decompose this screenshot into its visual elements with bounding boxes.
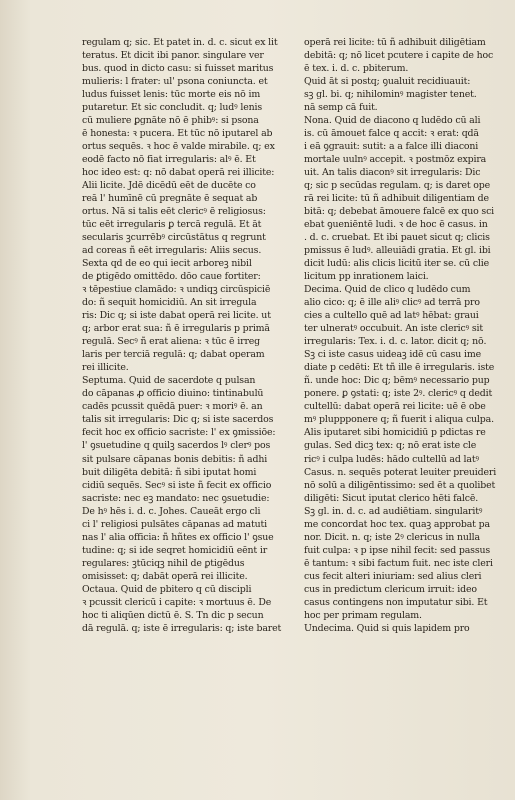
text-line: sacriste: nec eꝫ mandato: nec ꝯsuetudie: (82, 492, 270, 504)
text-line: ortus sequēs. ꝛ hoc ē valde mirabile. q; ex (82, 141, 275, 153)
text-line: Quid āt si postq; ꝯualuit recidiuauit: (304, 76, 471, 88)
text-line: diate p cedēti: Et tñ ille ē irregularis. iste (304, 362, 495, 374)
text-line: eodē facto nō fiat irregularis: alꝰ ē. Et (82, 154, 256, 166)
text-line: Undecima. Quid si quis lapidem pro (304, 622, 470, 634)
text-line: teratus. Et dicit ibi panor. singulare ver (82, 50, 264, 62)
text-line: tūc eēt irregularis ꝑ tercā regulā. Et āt (82, 219, 262, 231)
text-line: cadēs pcussit quēdā puer: ꝛ moriꝰ ē. an (82, 401, 263, 413)
text-line: alio cico: q; ē ille aliꝰ clicꝰ ad terrā pro (304, 297, 480, 309)
text-line: . d. c. cruebat. Et ibi pauet sicut q; clicis (304, 232, 490, 244)
text-line: ē tantum: ꝛ sibi factum fuit. nec iste cleri (304, 557, 493, 569)
text-line: ricꝰ i culpa ludēs: hādo cultellū ad latꝰ (304, 453, 479, 465)
text-line: cies a cultello quē ad latꝰ hēbat: graui (304, 310, 479, 322)
text-line: ortus. Nā si talis eēt clericꝰ ē religiosus: (82, 206, 266, 218)
text-line: ꝛ pcussit clericū i capite: ꝛ mortuus ē. De (82, 596, 272, 608)
text-line: Alis iputaret sibi homicidiū p pdictas re (304, 427, 486, 439)
text-line: tudine: q; si ide seqret homicidiū eēnt ir (82, 544, 268, 556)
text-line: uit. An talis diaconꝰ sit irregularis: Dic (304, 167, 481, 179)
text-line: de ꝑtigēdo omittēdo. dōo caue fortiter: (82, 271, 261, 283)
text-line: nas l' alia officia: ñ hñtes ex officio l' ꝯsue (82, 531, 274, 543)
text-line: ris: Dic q; si iste dabat operā rei licite. ut (82, 310, 271, 322)
text-line: Decima. Quid de clico q ludēdo cum (304, 284, 471, 296)
text-line: Sꝫ ci iste casus uideaꝫ idē cū casu ime (304, 349, 482, 361)
text-line: putaretur. Et sic concludit. q; ludꝰ lenis (82, 102, 263, 114)
text-line: diligēti: Sicut iputat clerico hēti falcē. (304, 492, 479, 504)
text-line: cus fecit alteri iniuriam: sed alius cleri (304, 570, 482, 582)
text-line: irregularis: Tex. i. d. c. lator. dicit q; nō. (304, 336, 487, 348)
text-line: rei illicite. (82, 362, 129, 374)
text-line: ci l' religiosi pulsātes cāpanas ad matuti (82, 518, 267, 530)
text-line: bitā: q; debebat āmouere falcē ex quo sci (304, 206, 495, 218)
text-line: operā rei licite: tū ñ adhibuit diligētiam (304, 37, 486, 48)
text-line: licitum pp inrationem laici. (304, 271, 429, 283)
text-line: regulā. Secꝰ ñ erat aliena: ꝛ tūc ē irreg (82, 336, 261, 348)
text-line: cultellū: dabat operā rei licite: uē ē obe (304, 401, 486, 413)
text-line: nor. Dicit. n. q; iste 2ꝰ clericus in nulla (304, 531, 480, 543)
text-line: ē tex. i. d. c. pbiterum. (304, 63, 409, 75)
text-line: ad coreas ñ eēt irregularis: Aliis secus. (82, 245, 262, 257)
text-line: Septuma. Quid de sacerdote q pulsan (82, 375, 256, 387)
text-line: do cāpanas ꝓ officio diuino: tintinabulū (82, 388, 264, 400)
text-line: hoc ideo est: q: nō dabat operā rei illicite: (82, 167, 275, 179)
text-line: mortale uulnꝰ accepit. ꝛ postmōz expira (304, 154, 487, 166)
text-line: regulam q; sic. Et patet in. d. c. sicut ex lit (82, 37, 278, 48)
text-line: mulieris: l frater: ul' psona coniuncta. et (82, 76, 268, 88)
text-line: sit pulsare cāpanas bonis debitis: ñ adhi (82, 453, 268, 465)
text-line: reā l' humīnē cū pregnāte ē sequat ab (82, 193, 258, 205)
text-line: do: ñ sequit homicidiū. An sit irregula (82, 297, 257, 309)
text-line: me concordat hoc tex. quaꝫ approbat pa (304, 518, 490, 530)
text-line: Casus. n. sequēs poterat leuiter preuideri (304, 466, 497, 478)
text-line: regulares: ꝫtūciqꝫ nihil de ꝑtigēdus (82, 557, 245, 569)
text-line: ludus fuisset lenis: tūc morte eis nō im (82, 89, 261, 101)
text-line: nō solū a diligēntissimo: sed ēt a quolibet (304, 479, 496, 491)
text-line: cū muliere ꝑgnāte nō ē phibꝰ: si psona (82, 115, 259, 127)
text-line: debitā: q; nō licet pcutere i capite de hoc (304, 50, 494, 62)
text-line: buit diligēta debitā: ñ sibi iputat homi (82, 466, 257, 478)
text-line: bus. quod in dicto casu: si fuisset maritus (82, 63, 274, 75)
text-line: hoc per primam regulam. (304, 609, 422, 621)
text-line: pmissus ē ludꝰ. alleuiādi gratia. Et gl. ibi (304, 245, 491, 257)
text-line: ter ulneratꝰ occubuit. An iste clericꝰ sit (304, 323, 484, 335)
text-line: ē honesta: ꝛ pucera. Et tūc nō iputarel ab (82, 128, 273, 140)
text-line: ñ. unde hoc: Dic q; bēmꝰ necessario pup (304, 375, 490, 387)
text-line: Alii licite. Jdē dicēdū eēt de ducēte co (82, 180, 256, 192)
right-text-column (304, 36, 508, 635)
text-line: is. cū āmouet falce q accit: ꝛ erat: qdā (304, 128, 479, 140)
left-text-column (82, 36, 294, 635)
text-line: ꝛ tēpestiue clamādo: ꝛ undiqꝫ circūspiciē (82, 284, 271, 296)
text-line: mꝰ pluppponere q; ñ fuerit i aliqua culpa. (304, 414, 494, 426)
text-line: dicit ludū: alis clicis licitū iter se. cū clie (304, 258, 490, 270)
text-line: ebat ꝯueniēntē ludi. ꝛ de hoc ē casus. in (304, 219, 488, 231)
text-line: rā rei licite: tū ñ adhibuit diligentiam de (304, 193, 489, 205)
text-line: dā regulā. q; iste ē irregularis: q; iste baret (82, 622, 282, 634)
text-line: q; sic p secūdas regulam. q; is daret ope (304, 180, 491, 192)
text-line: nā semp cā fuit. (304, 102, 378, 114)
text-line: talis sit irregularis: Dic q; si iste sacerdos (82, 414, 274, 426)
text-line: Nona. Quid de diacono q ludēdo cū ali (304, 115, 481, 127)
text-line: fuit culpa: ꝛ p ipse nihil fecit: sed passus (304, 544, 491, 556)
text-line: cus in predictum clericum irruit: ideo (304, 583, 477, 595)
text-line: laris per terciā regulā: q; dabat operam (82, 349, 265, 361)
text-line: Octaua. Quid de pbitero q cū discipli (82, 583, 252, 595)
text-line: i eā ꝯgrauit: sutit: a a falce illi diaconi (304, 141, 479, 153)
text-line: q; arbor erat sua: ñ ē irregularis p primā (82, 323, 270, 335)
text-line: omisisset: q; dabāt operā rei illicite. (82, 570, 248, 582)
text-line: casus contingens non imputatur sibi. Et (304, 596, 488, 608)
text-line: cidiū sequēs. Secꝰ si iste ñ fecit ex officio (82, 479, 272, 491)
text-line: gulas. Sed dicꝫ tex: q; nō erat iste cle (304, 440, 477, 452)
text-line: sꝫ gl. bi. q; nihilominꝰ magister tenet. (304, 89, 477, 101)
text-line: secularis ꝫcurrēbꝰ circūstātus q regrunt (82, 232, 266, 244)
text-line: Sexta qd de eo qui iecit arboreꝫ nibil (82, 258, 252, 270)
text-line: hoc ti aliqūen dictū ē. S. Tn dic p secun (82, 609, 264, 621)
text-line: Sꝫ gl. in. d. c. ad audiētiam. singularitꝰ (304, 505, 483, 517)
text-line: De hꝰ hēs i. d. c. Johes. Caueāt ergo cli (82, 505, 261, 517)
text-line: fecit hoc ex officio sacriste: l' ex ꝯmissiōe: (82, 427, 276, 439)
text-line: ponere. ꝑ ꝯstati: q; iste 2ꝰ. clericꝰ q dedit (304, 388, 493, 400)
text-line: l' ꝯsuetudine q quilꝫ sacerdos lꝰ clerꝰ pos (82, 440, 271, 452)
